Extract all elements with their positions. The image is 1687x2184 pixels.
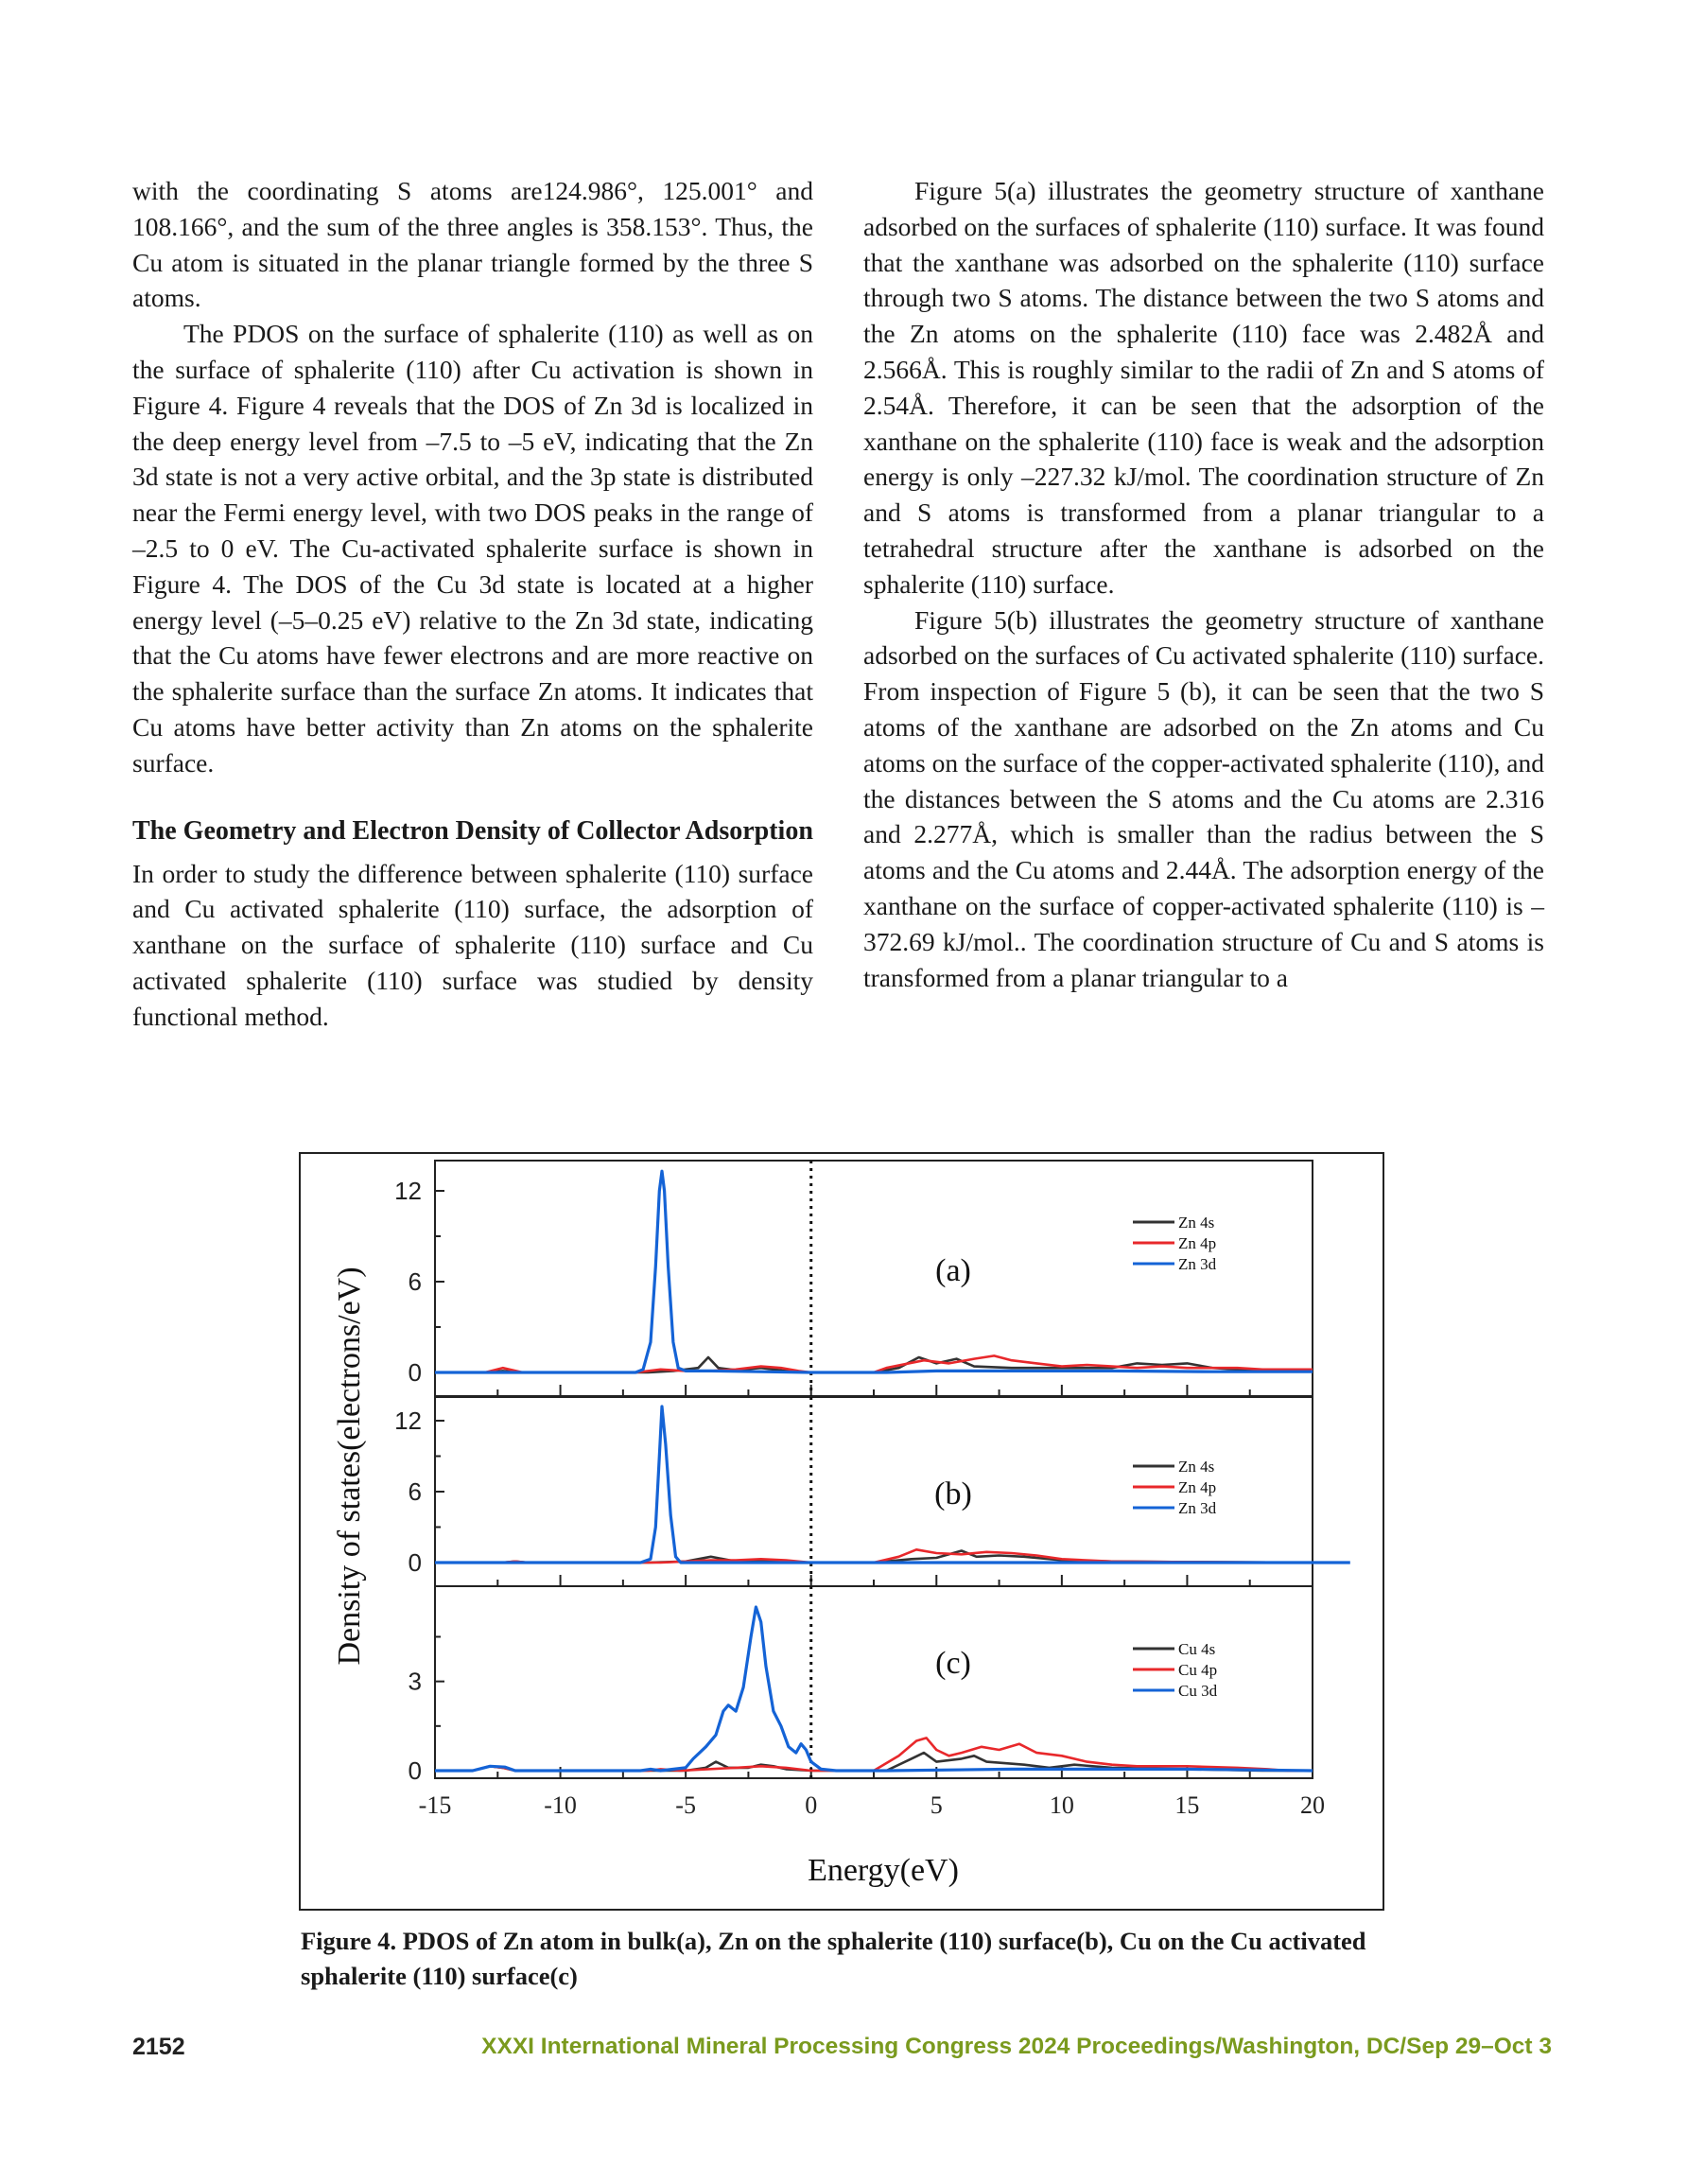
conference-footer: XXXI International Mineral Processing Congress 2024 Proceedings/Washington, DC/Sep 29–Oct 3 bbox=[481, 2034, 1552, 2059]
paragraph: In order to study the difference between sphalerite (110) surface and Cu activated sphalerite (110) surface, the adsorption of xanthane on the surface of sphalerite (110) surface and Cu activated sphalerite (110) surface was studied by density functional method. bbox=[132, 858, 813, 1031]
legend-label: Cu 4p bbox=[1178, 1661, 1218, 1679]
left-column bbox=[132, 173, 813, 1035]
series-line-cu-4p bbox=[435, 1738, 1313, 1771]
x-tick-label: 0 bbox=[805, 1791, 818, 1819]
x-axis-label: Energy(eV) bbox=[808, 1853, 959, 1888]
pdos-chart bbox=[301, 1154, 1384, 1911]
figure-caption: Figure 4. PDOS of Zn atom in bulk(a), Zn on the sphalerite (110) surface(b), Cu on the Cu activated sphalerite (110) surface(c) bbox=[301, 1927, 1366, 1990]
legend-label: Zn 4p bbox=[1178, 1234, 1217, 1252]
y-tick-label: 0 bbox=[408, 1548, 422, 1577]
paragraph: Figure 5(b) illustrates the geometry structure of xanthane adsorbed on the surfaces of Cu activated sphalerite (110) surface. From inspection of Figure 5 (b), it can be seen that the two S atoms of the xanthane are adsorbed on the Zn atoms and Cu atoms on the surface of the copper-activated sphalerite (110), and the distances between the S atoms and the Cu atoms are 2.316 and 2.277Å, which is smaller than the radius between the S atoms and the Cu atoms and 2.44Å. The adsorption energy of the xanthane on the surface of copper-activated sphalerite (110) is –372.69 kJ/mol.. The coordination structure of Cu and S atoms is transformed from a planar triangular to a bbox=[863, 604, 1544, 992]
panel-label: (b) bbox=[934, 1476, 972, 1511]
panel-frame bbox=[435, 1161, 1313, 1396]
y-tick-label: 12 bbox=[394, 1406, 422, 1435]
right-column bbox=[863, 173, 1544, 995]
y-axis-label: Density of states(electrons/eV) bbox=[332, 1267, 367, 1666]
legend-label: Cu 4s bbox=[1178, 1640, 1216, 1658]
page-number: 2152 bbox=[132, 2034, 185, 2060]
panel-label: (c) bbox=[935, 1646, 971, 1681]
figure-4-box bbox=[299, 1152, 1384, 1911]
y-tick-label: 12 bbox=[394, 1177, 422, 1205]
paragraph: Figure 5(a) illustrates the geometry structure of xanthane adsorbed on the surfaces of sphalerite (110) surface. It was found that the xanthane was adsorbed on the sphalerite (110) surface through two S atoms. The distance between the two S atoms and the Zn atoms on the sphalerite (110) face was 2.482Å and 2.566Å. This is roughly similar to the radii of Zn and S atoms of 2.54Å. Therefore, it can be seen that the adsorption of the xanthane on the sphalerite (110) face is weak and the adsorption energy is only –227.32 kJ/mol. The coordination structure of Zn and S atoms is transformed from a planar triangular to a tetrahedral structure after the xanthane is adsorbed on the sphalerite (110) surface. bbox=[863, 176, 1544, 599]
x-tick-label: -5 bbox=[675, 1791, 696, 1819]
y-tick-label: 6 bbox=[408, 1267, 422, 1296]
y-tick-label: 6 bbox=[408, 1477, 422, 1506]
section-heading: The Geometry and Electron Density of Collector Adsorption bbox=[132, 815, 813, 846]
panel-label: (a) bbox=[935, 1253, 971, 1288]
x-tick-label: 20 bbox=[1300, 1791, 1325, 1819]
legend-label: Zn 4s bbox=[1178, 1458, 1215, 1476]
x-tick-label: -15 bbox=[418, 1791, 452, 1819]
legend-label: Zn 4p bbox=[1178, 1478, 1217, 1496]
x-tick-label: 10 bbox=[1049, 1791, 1074, 1819]
y-tick-label: 0 bbox=[408, 1756, 422, 1785]
legend-label: Zn 3d bbox=[1178, 1255, 1217, 1273]
x-tick-label: -10 bbox=[544, 1791, 577, 1819]
y-tick-label: 0 bbox=[408, 1358, 422, 1387]
series-line-zn-4p bbox=[435, 1549, 1313, 1563]
y-tick-label: 3 bbox=[408, 1667, 422, 1696]
paragraph: The PDOS on the surface of sphalerite (110) as well as on the surface of sphalerite (110) after Cu activation is shown in Figure 4. Figure 4 reveals that the DOS of Zn 3d is localized in the deep energy level from –7.5 to –5 eV, indicating that the Zn 3d state is not a very active orbital, and the 3p state is distributed near the Fermi energy level, with two DOS peaks in the range of –2.5 to 0 eV. The Cu-activated sphalerite surface is shown in Figure 4. The DOS of the Cu 3d state is located at a higher energy level (–5–0.25 eV) relative to the Zn 3d state, indicating that the Cu atoms have fewer electrons and are more reactive on the sphalerite surface than the surface Zn atoms. It indicates that Cu atoms have better activity than Zn atoms on the sphalerite surface. bbox=[132, 319, 813, 778]
legend-label: Zn 4s bbox=[1178, 1214, 1215, 1232]
x-tick-label: 5 bbox=[930, 1791, 943, 1819]
paragraph: with the coordinating S atoms are124.986°, 125.001° and 108.166°, and the sum of the three angles is 358.153°. Thus, the Cu atom is situated in the planar triangle formed by the three S atoms. bbox=[132, 176, 813, 313]
x-tick-label: 15 bbox=[1174, 1791, 1200, 1819]
legend-label: Zn 3d bbox=[1178, 1499, 1217, 1517]
legend-label: Cu 3d bbox=[1178, 1682, 1218, 1700]
